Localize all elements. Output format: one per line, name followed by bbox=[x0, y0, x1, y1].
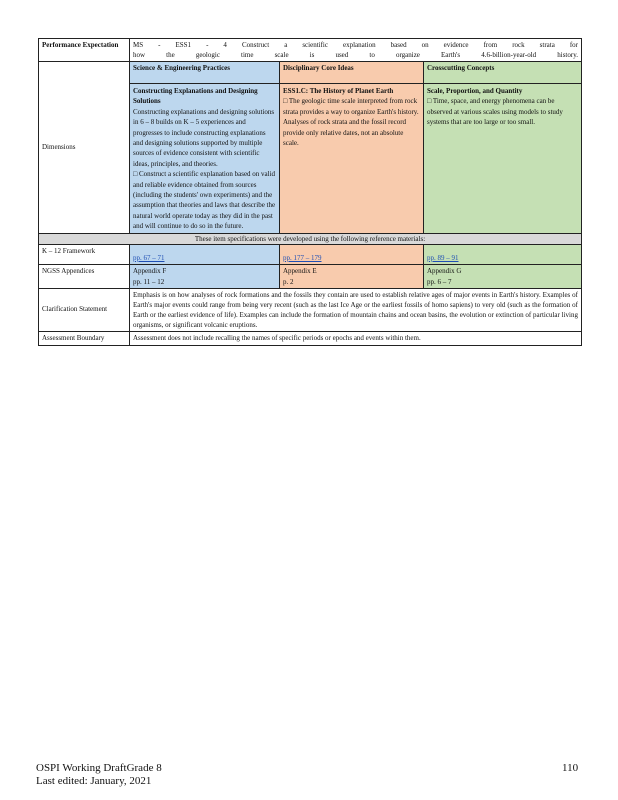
ngss-dci-appendix: Appendix E bbox=[283, 267, 317, 276]
k12-dci-pages-link[interactable]: pp. 177 – 179 bbox=[283, 253, 322, 262]
ngss-dci-pages: p. 2 bbox=[283, 277, 294, 286]
ngss-sep-pages: pp. 11 – 12 bbox=[133, 277, 165, 286]
footer-left bbox=[36, 762, 162, 788]
ngss-appendices-label: NGSS Appendices bbox=[39, 265, 130, 288]
performance-line-1: MS - ESS1 - 4 Construct a scientific explanation based on evidence from rock strata for bbox=[133, 41, 578, 49]
ngss-appendices-row bbox=[39, 265, 581, 289]
ccc-column bbox=[424, 62, 581, 233]
dci-header: Disciplinary Core Ideas bbox=[280, 63, 423, 84]
k12-ccc-pages-link[interactable]: pp. 89 – 91 bbox=[427, 253, 459, 262]
clarification-label: Clarification Statement bbox=[39, 289, 130, 331]
assessment-row bbox=[39, 332, 581, 345]
k12-sep-pages-link[interactable]: pp. 67 – 71 bbox=[133, 253, 165, 262]
dimensions-row bbox=[39, 62, 581, 234]
ngss-sep-appendix: Appendix F bbox=[133, 267, 167, 276]
ccc-bullet-icon: □ bbox=[427, 97, 432, 106]
ngss-ccc-appendix: Appendix G bbox=[427, 267, 462, 276]
page-number: 110 bbox=[562, 762, 579, 774]
footer-grade: Grade 8 bbox=[126, 762, 162, 774]
dimensions-label: Dimensions bbox=[39, 62, 130, 233]
sep-column bbox=[130, 62, 280, 233]
sep-bullet-icon: □ bbox=[133, 170, 138, 179]
ccc-paragraph-1: Time, space, and energy phenomena can be observed at various scales using models to study systems that are too large or too small. bbox=[427, 97, 563, 127]
dimensions-columns bbox=[130, 62, 581, 233]
footer-last-edited: Last edited: January, 2021 bbox=[36, 775, 152, 787]
ngss-ccc-pages: pp. 6 – 7 bbox=[427, 277, 452, 286]
performance-expectation-row bbox=[39, 39, 581, 62]
clarification-row bbox=[39, 289, 581, 332]
standards-table bbox=[38, 38, 582, 346]
ccc-header: Crosscutting Concepts bbox=[424, 63, 581, 84]
dci-paragraph-1: The geologic time scale interpreted from rock strata provides a way to organize Earth's history. bbox=[283, 97, 419, 116]
k12-framework-label: K – 12 Framework bbox=[39, 245, 130, 264]
sep-subtitle: Constructing Explanations and Designing Solutions bbox=[133, 87, 258, 106]
k12-framework-row bbox=[39, 245, 581, 265]
assessment-label: Assessment Boundary bbox=[39, 332, 130, 345]
dci-bullet-icon: □ bbox=[283, 97, 288, 106]
performance-expectation-text bbox=[130, 39, 581, 61]
sep-paragraph-1: Constructing explanations and designing solutions in 6 – 8 builds on K – 5 experiences and progresses to include constructing explanations and designing solutions supported by multiple sources of evidence consistent with scientific ideas, principles, and theories. bbox=[133, 107, 275, 168]
reference-materials-band: These item specifications were developed using the following reference materials: bbox=[39, 234, 581, 245]
dci-paragraph-2: Analyses of rock strata and the fossil record provide only relative dates, not an absolute scale. bbox=[283, 118, 407, 148]
sep-paragraph-2: Construct a scientific explanation based on valid and reliable evidence obtained from sources (including the students' own experiments) and the assumption that theories and laws that describe the natural world operate today as they did in the past and will continue to do so in the future. bbox=[133, 170, 276, 231]
dci-column bbox=[280, 62, 424, 233]
performance-expectation-label: Performance Expectation bbox=[39, 39, 130, 61]
dci-subtitle: ESS1.C: The History of Planet Earth bbox=[283, 87, 394, 95]
footer-draft-label: OSPI Working Draft bbox=[36, 762, 127, 774]
clarification-text: Emphasis is on how analyses of rock formations and the fossils they contain are used to establish relative ages of major events in Earth's history. Examples of Earth's major events could range from being very recent (such as the last Ice Age or the earliest fossils of homo sapiens) to very old (such as the formation of Earth or the earliest evidence of life). Examples can include the formation of mountain chains and ocean basins, the evolution or extinction of particular living organisms, or significant volcanic eruptions. bbox=[133, 290, 578, 329]
performance-line-2: how the geologic time scale is used to organize Earth's 4.6-billion-year-old history. bbox=[133, 51, 578, 59]
ccc-subtitle: Scale, Proportion, and Quantity bbox=[427, 87, 523, 95]
sep-header: Science & Engineering Practices bbox=[130, 63, 279, 84]
assessment-text: Assessment does not include recalling the names of specific periods or epochs and events within them. bbox=[133, 333, 421, 342]
